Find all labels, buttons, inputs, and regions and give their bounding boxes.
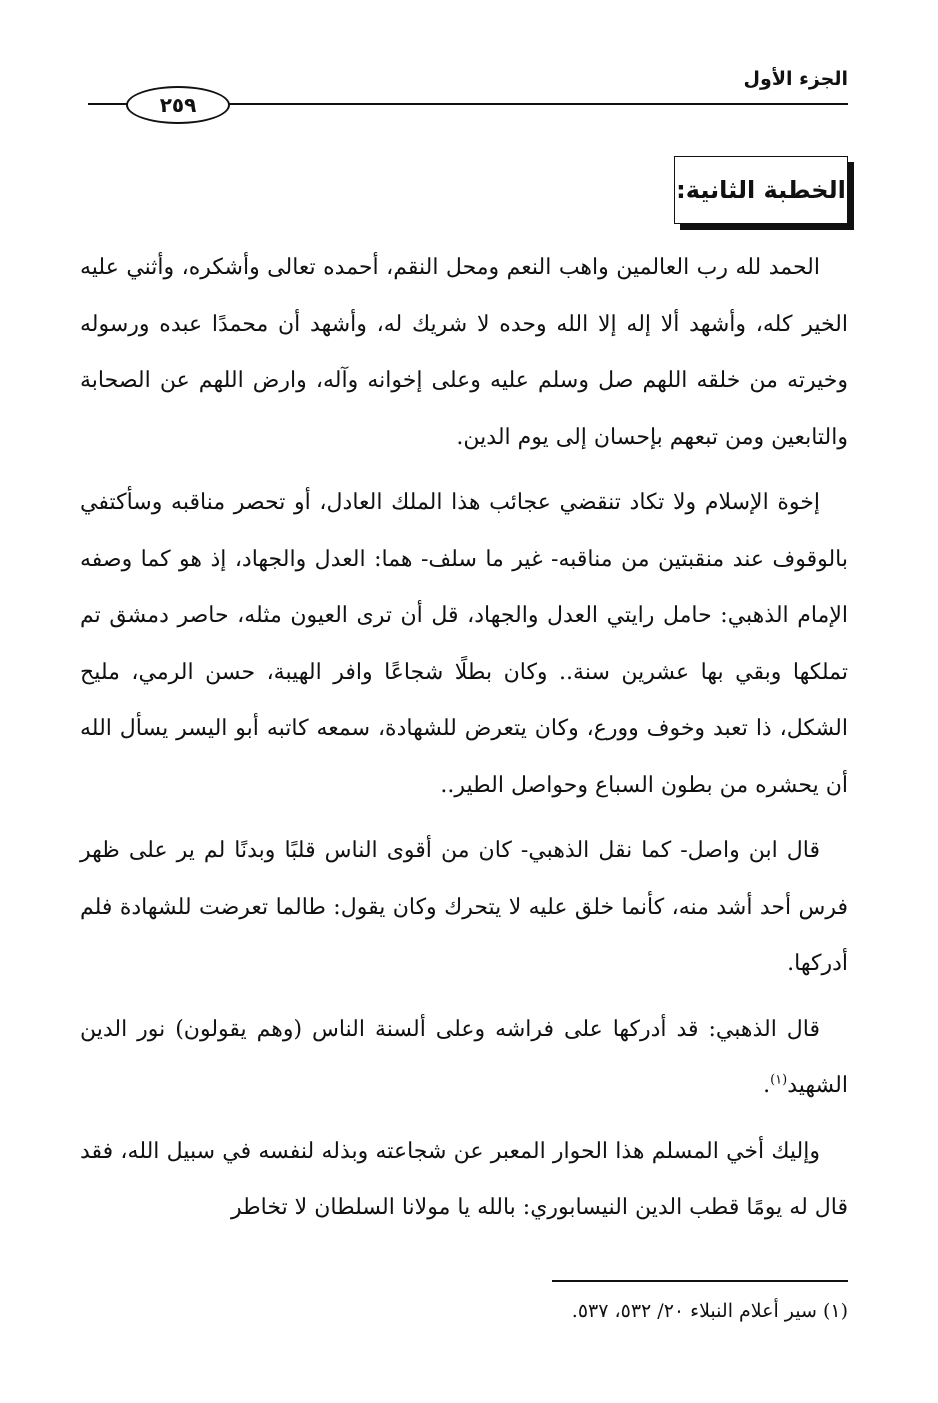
running-title: الجزء الأول: [743, 68, 848, 90]
footnote-rule: [552, 1280, 848, 1282]
paragraph: إخوة الإسلام ولا تكاد تنقضي عجائب هذا الملك العادل، أو تحصر مناقبه وسأكتفي بالوقوف عند منقبتين من مناقبه- غير ما سلف- هما: العدل والجهاد، إذ هو كما وصفه الإمام الذهبي: حامل رايتي العدل والجهاد، قل أن ترى العيون مثله، حاصر دمشق تم تملكها وبقي بها عشرين سنة.. وكان بطلًا شجاعًا وافر الهيبة، حسن الرمي، مليح الشكل، ذا تعبد وخوف وورع، وكان يتعرض للشهادة، سمعه كاتبه أبو اليسر يسأل الله أن يحشره من بطون السباع وحواصل الطير..: [80, 490, 848, 798]
paragraph-end: .: [763, 1073, 771, 1098]
footnote: (١) سير أعلام النبلاء ٢٠/ ٥٣٢، ٥٣٧.: [571, 1300, 848, 1322]
section-title-box: [674, 156, 848, 224]
body-text: [80, 240, 848, 1246]
page-number: ٢٥٩: [126, 86, 230, 124]
section-title: الخطبة الثانية:: [676, 176, 846, 204]
footnote-marker: (١): [770, 1072, 788, 1088]
paragraph: وإليك أخي المسلم هذا الحوار المعبر عن شجاعته وبذله لنفسه في سبيل الله، فقد قال له يومًا قطب الدين النيسابوري: بالله يا مولانا السلطان لا تخاطر: [80, 1138, 848, 1220]
paragraph: [80, 1002, 848, 1115]
paragraph-text: قال الذهبي: قد أدركها على فراشه وعلى ألسنة الناس (وهم يقولون) نور الدين الشهيد: [80, 1016, 848, 1098]
paragraph: قال ابن واصل- كما نقل الذهبي- كان من أقوى الناس قلبًا وبدنًا لم ير على ظهر فرس أحد أشد منه، كأنما خلق عليه لا يتحرك وكان يقول: طالما تعرضت للشهادة فلم أدركها.: [80, 838, 848, 976]
paragraph: الحمد لله رب العالمين واهب النعم ومحل النقم، أحمده تعالى وأشكره، وأثني عليه الخير كله، وأشهد ألا إله إلا الله وحده لا شريك له، وأشهد أن محمدًا عبده ورسوله وخيرته من خلقه اللهم صل وسلم عليه وعلى إخوانه وآله، وارض اللهم عن الصحابة والتابعين ومن تبعهم بإحسان إلى يوم الدين.: [80, 255, 848, 450]
